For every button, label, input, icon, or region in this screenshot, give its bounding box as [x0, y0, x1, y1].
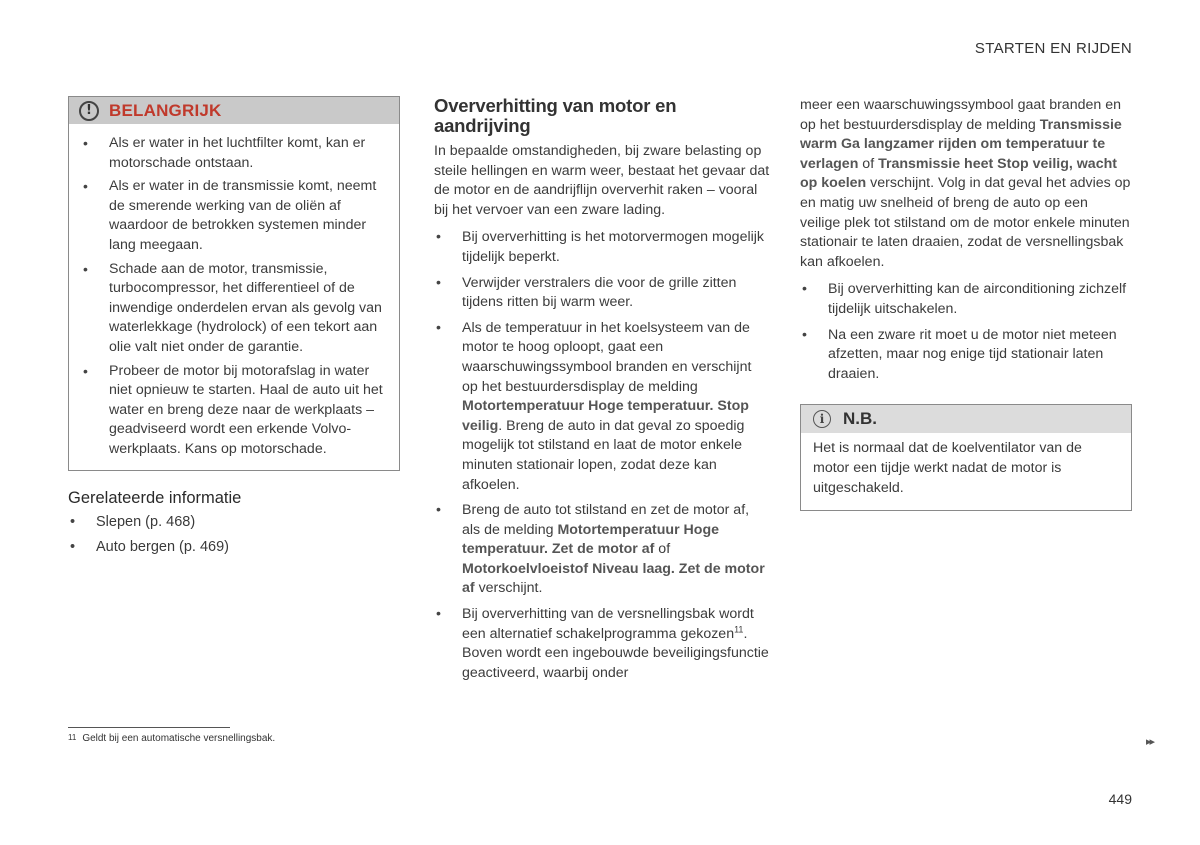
text-run: . Breng de auto in dat geval zo spoedig mogelijk tot stilstand en laat de motor enkele minuten stationair lopen, zodat deze kan afkoelen.	[462, 417, 745, 493]
text-run: meer een waarschuwingssymbool gaat branden en op het bestuurdersdisplay de melding	[800, 97, 1121, 133]
list-item	[434, 319, 770, 495]
footnote-text: Geldt bij een automatische versnellingsbak.	[82, 733, 276, 744]
list-item	[434, 501, 770, 599]
info-circle-icon: i	[813, 410, 831, 428]
display-message: Motortemperatuur Hoge temperatuur. Zet de motor af	[462, 521, 720, 558]
running-header: STARTEN EN RIJDEN	[974, 40, 1132, 57]
text-run: Als de temperatuur in het koelsysteem van de motor te hoog oploopt, gaat een waarschuwingssymbool branden en verschijnt op het bestuurdersdisplay de melding	[462, 319, 752, 395]
list-item: • Bij oververhitting is het motorvermogen mogelijk tijdelijk beperkt.	[434, 228, 770, 267]
next-page-icon[interactable]: ▸▸	[1146, 736, 1154, 748]
column-middle	[434, 96, 770, 689]
important-item: • Schade aan de motor, transmissie, turbocompressor, het differentieel of de inwendige onderdelen ervan als gevolg van waterlekkage (hydrolock) of een tekort aan olie valt niet onder de garantie.	[81, 260, 389, 358]
note-header	[801, 405, 1131, 433]
list-item: • Bij oververhitting kan de airconditioning zichzelf tijdelijk uitschakelen.	[800, 280, 1132, 319]
related-info-heading: Gerelateerde informatie	[68, 488, 242, 507]
important-list	[69, 124, 399, 470]
exclamation-circle-icon: !	[79, 101, 99, 121]
related-link-auto-bergen[interactable]: • Auto bergen (p. 469)	[68, 535, 400, 560]
footnote-ref[interactable]: 11	[734, 623, 744, 634]
intro-paragraph: In bepaalde omstandigheden, bij zware belasting op steile hellingen en warm weer, bestaat het gevaar dat de motor en de aandrijflijn oververhit raken – vooral bij het vervoer van een zware lading.	[434, 143, 770, 218]
important-header	[69, 97, 399, 124]
display-message: Transmissie warm Ga langzamer rijden om temperatuur te verlagen	[800, 116, 1122, 172]
continued-paragraph	[800, 96, 1132, 272]
text-run: verschijnt.	[474, 580, 543, 597]
important-item: • Als er water in het luchtfilter komt, kan er motorschade ontstaan.	[81, 134, 389, 173]
footnote-divider	[68, 727, 230, 728]
text-run: Bij oververhitting van de versnellingsbak wordt een alternatief schakelprogramma gekozen	[462, 606, 754, 642]
text-run: of	[858, 155, 879, 172]
important-item: • Als er water in de transmissie komt, neemt de smerende werking van de oliën af waardoor de betrokken systemen minder lang meegaan.	[81, 177, 389, 255]
column-left	[68, 96, 400, 560]
related-link-slepen[interactable]: • Slepen (p. 468)	[68, 510, 400, 535]
list-item	[434, 605, 770, 683]
footnote	[68, 733, 275, 744]
note-box	[800, 404, 1132, 511]
important-item: • Probeer de motor bij motorafslag in water niet opnieuw te starten. Haal de auto uit het water en breng deze naar de werkplaats – geadviseerd wordt een erkende Volvo-werkplaats. Kans op motorschade.	[81, 362, 389, 460]
related-links	[68, 510, 400, 560]
text-run: Breng de auto tot stilstand en zet de motor af, als de melding	[462, 502, 750, 538]
overheating-list	[434, 228, 770, 683]
section-title: Oververhitting van motor en aandrijving	[434, 95, 677, 136]
page-number: 449	[1108, 791, 1132, 807]
note-text: Het is normaal dat de koelventilator van de motor een tijdje werkt nadat de motor is uitgeschakeld.	[813, 440, 1082, 496]
display-message: Motorkoelvloeistof Niveau laag. Zet de motor af	[462, 560, 765, 597]
display-message: Motortemperatuur Hoge temperatuur. Stop veilig	[462, 398, 749, 434]
list-item: • Verwijder verstralers die voor de grille zitten tijdens ritten bij warm weer.	[434, 274, 770, 313]
note-title: N.B.	[843, 409, 877, 429]
footnote-number: 11	[68, 733, 77, 742]
list-item: • Na een zware rit moet u de motor niet meteen afzetten, maar nog enige tijd stationair laten draaien.	[800, 326, 1132, 385]
important-title: BELANGRIJK	[109, 100, 222, 120]
text-run: verschijnt. Volg in dat geval het advies op en matig uw snelheid of breng de auto op een veilige plek tot stilstand om de motor enkele minuten stationair te laten draaien, zodat de versnellingsbak kan afkoelen.	[800, 175, 1131, 270]
display-message: Transmissie heet Stop veilig, wacht op koelen	[800, 155, 1117, 192]
continued-list	[800, 280, 1132, 384]
text-run: of	[654, 541, 671, 558]
important-box	[68, 96, 400, 471]
column-right	[800, 96, 1132, 511]
text-run: . Boven wordt een ingebouwde beveiligingsfunctie geactiveerd, waarbij onder	[462, 625, 769, 681]
